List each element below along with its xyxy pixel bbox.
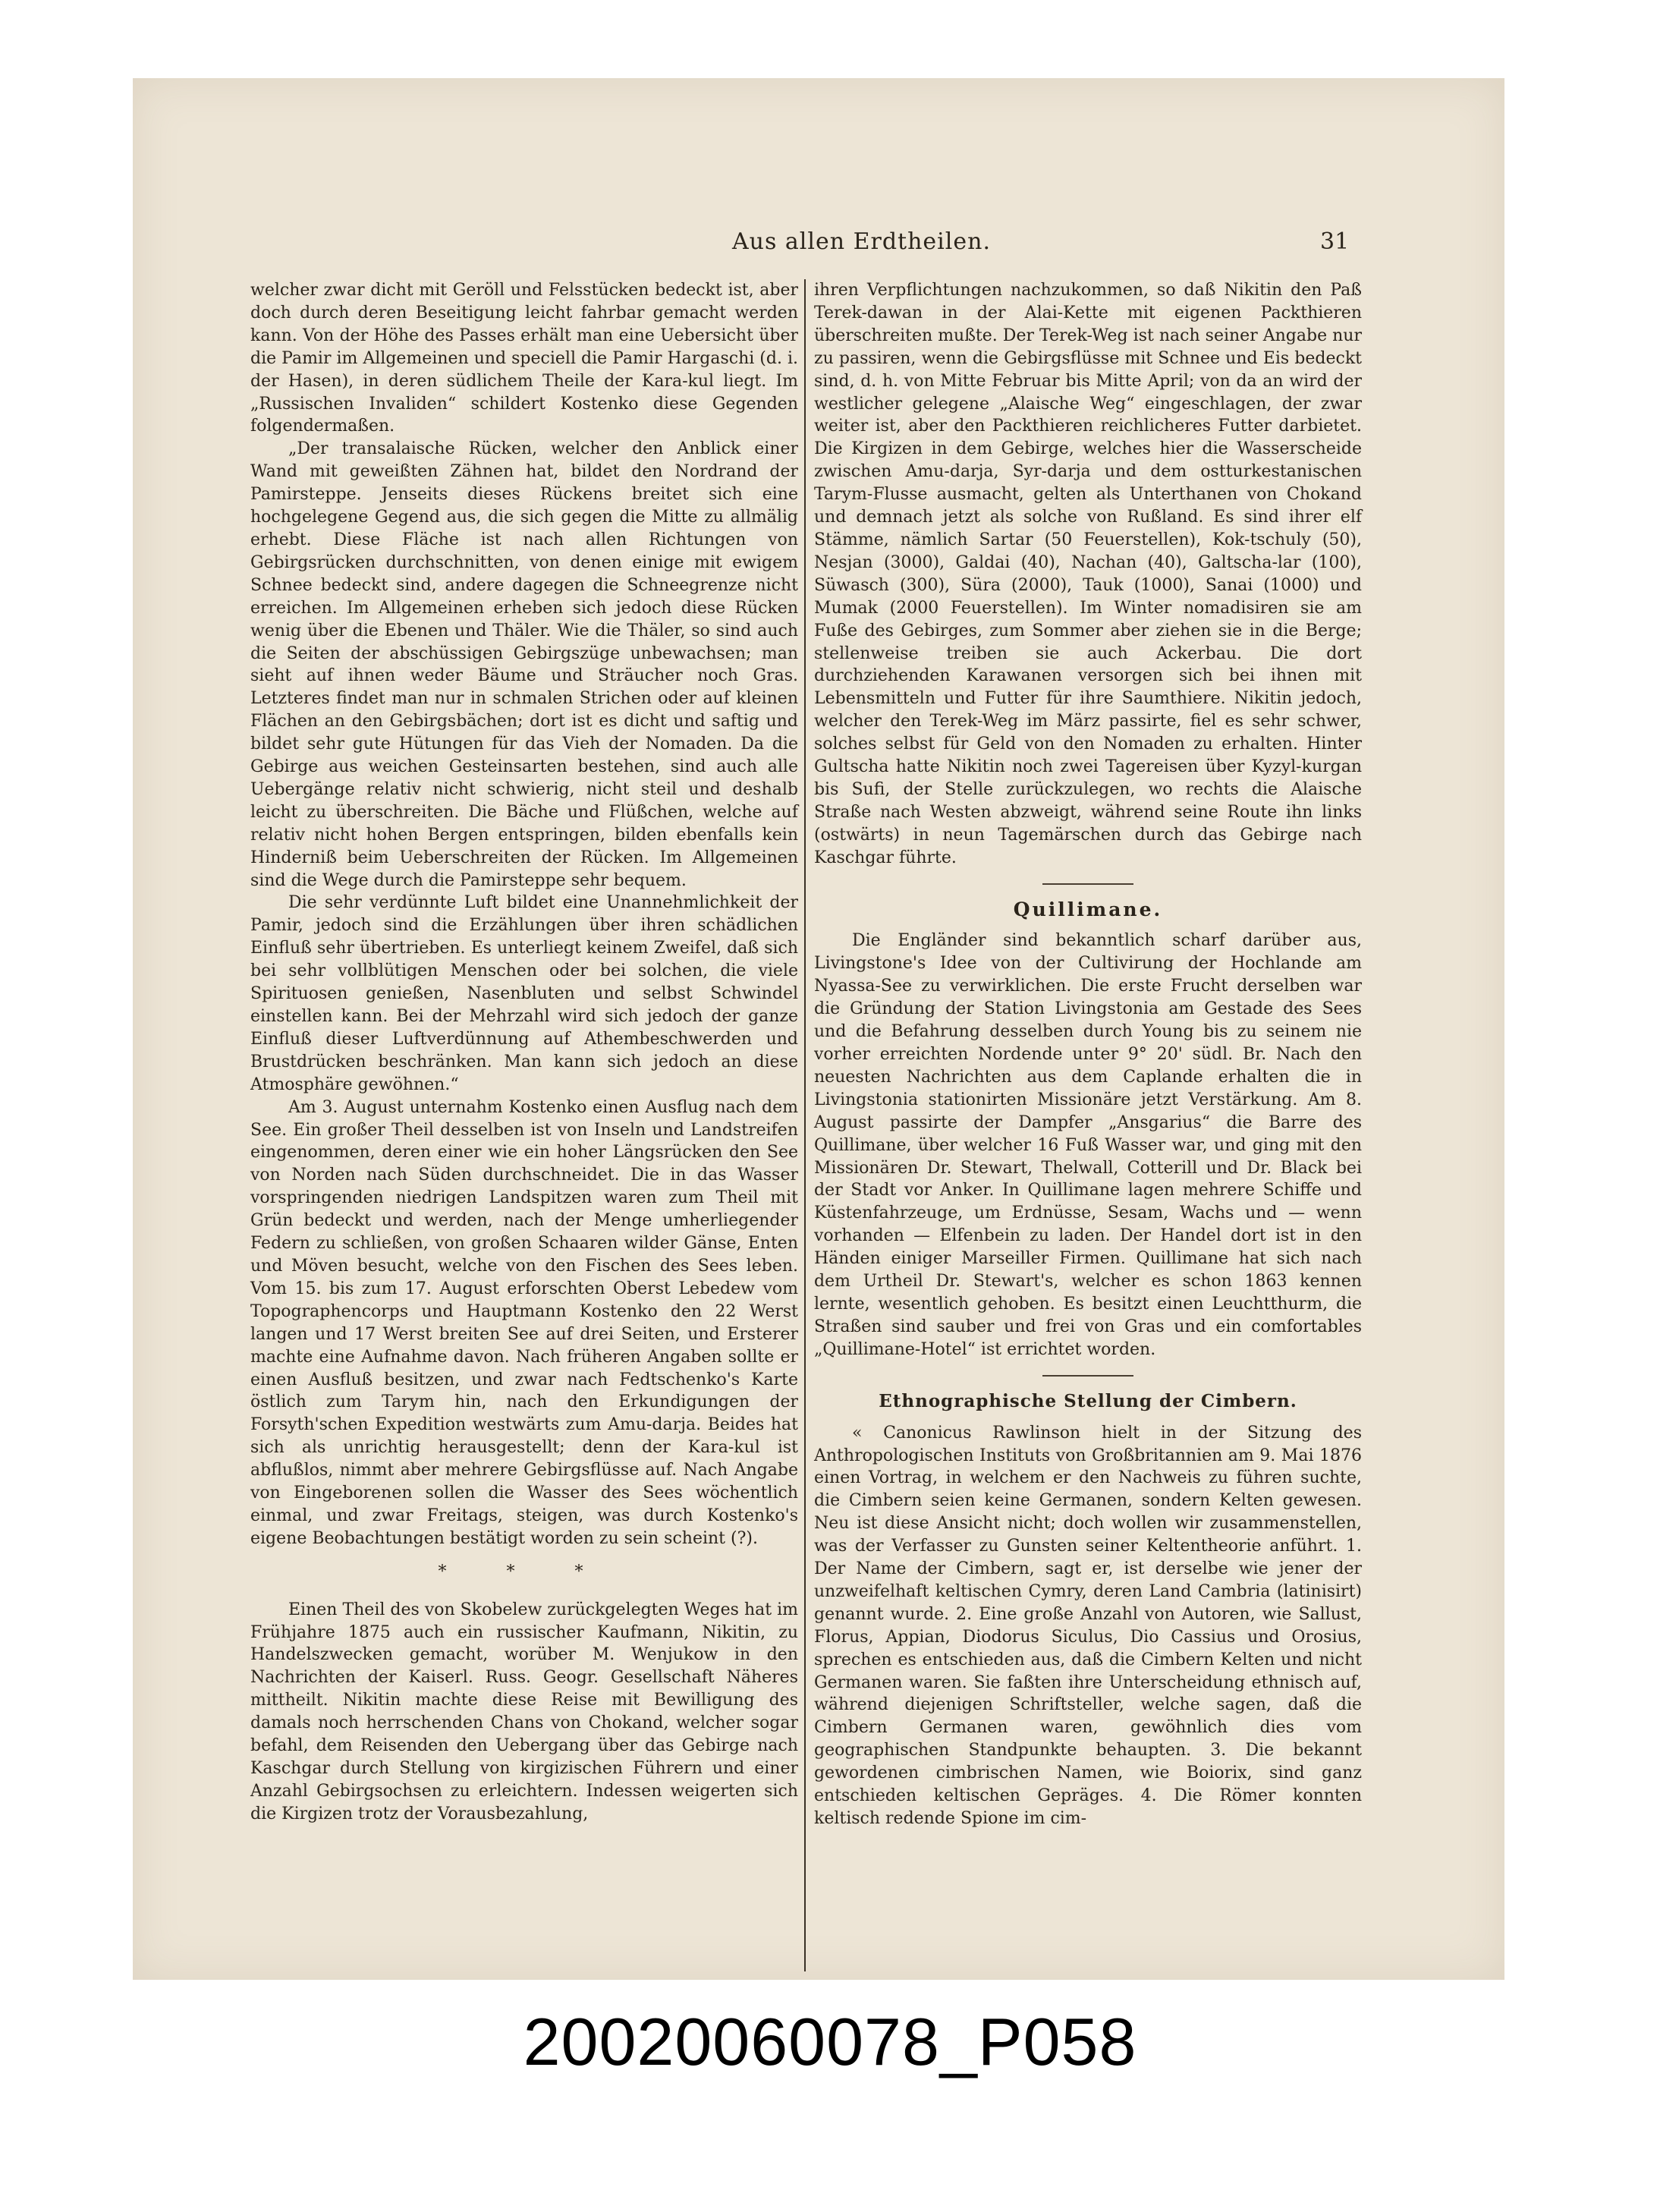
section-stars: * * *	[438, 1562, 611, 1581]
section-rule	[1042, 1375, 1133, 1377]
scanned-page	[133, 78, 1504, 1980]
right-paragraph-2: Die Engländer sind bekanntlich scharf darüber aus, Livingstone's Idee von der Cultivirung der Hochlande am Nyassa-See zu verwirklichen. Die erste Frucht derselben war die Gründung der Station Livingstonia am Gestade des Sees und die Befahrung desselben durch Young bis zu seinem nie vorher erreichten Nordende unter 9° 20' südl. Br. Nach den neuesten Nachrichten aus dem Caplande erhalten die in Livingstonia stationirten Missionäre jetzt Verstärkung. Am 8. August passirte der Dampfer „Ansgarius“ die Barre des Quillimane, über welcher 16 Fuß Wasser war, und ging mit den Missionären Dr. Stewart, Thelwall, Cotterill und Dr. Black bei der Stadt vor Anker. In Quillimane lagen mehrere Schiffe und Küstenfahrzeuge, um Erdnüsse, Sesam, Wachs und — wenn vorhanden — Elfenbein zu laden. Der Handel dort ist in den Händen einiger Marseiller Firmen. Quillimane hat sich nach dem Urtheil Dr. Stewart's, welcher es schon 1863 kennen lernte, wesentlich gehoben. Es besitzt einen Leuchtthurm, die Straßen sind sauber und frei von Gras und ein comfortables „Quillimane-Hotel“ ist errichtet worden.	[814, 931, 1362, 1359]
catalog-number: 20020060078_P058	[523, 2004, 1137, 2079]
left-paragraph-4: Am 3. August unternahm Kostenko einen Ausflug nach dem See. Ein großer Theil desselben ist von Inseln und Landstreifen eingenommen, deren einer wie ein hoher Längsrücken den See von Norden nach Süden durchschneidet. Die in das Wasser vorspringenden niedrigen Landspitzen waren zum Theil mit Grün bedeckt und werden, nach der Menge umherliegender Federn zu schließen, von großen Schaaren wilder Gänse, Enten und Möven besucht, welche von den Fischen des Sees leben. Vom 15. bis zum 17. August erforschten Oberst Lebedew vom Topographencorps und Hauptmann Kostenko den 22 Werst langen und 17 Werst breiten See auf drei Seiten, und Ersterer machte eine Aufnahme davon. Nach früheren Angaben sollte er einen Ausfluß besitzen, und zwar nach Fedtschenko's Karte östlich zum Tarym hin, nach den Erkundigungen der Forsyth'schen Expedition westwärts zum Amu-darja. Beides hat sich als unrichtig herausgestellt; denn der Kara-kul ist abflußlos, nimmt aber mehrere Gebirgsflüsse auf. Nach Angabe von Eingeborenen sollen die Wasser des Sees wöchentlich einmal, und zwar Freitags, steigen, was durch Kostenko's eigene Beobachtungen bestätigt worden zu sein scheint (?).	[250, 1097, 798, 1548]
left-column	[250, 279, 798, 1826]
right-paragraph-1: ihren Verpflichtungen nachzukommen, so daß Nikitin den Paß Terek-dawan in der Alai-Kette mit eigenen Packthieren überschreiten mußte. Der Terek-Weg ist nach seiner Angabe nur zu passiren, wenn die Gebirgsflüsse mit Schnee und Eis bedeckt sind, d. h. von Mitte Februar bis Mitte April; von da an wird der westlicher gelegene „Alaische Weg“ eingeschlagen, der zwar weiter ist, aber den Packthieren reichlicheres Futter darbietet. Die Kirgizen in dem Gebirge, welches hier die Wasserscheide zwischen Amu-darja, Syr-darja und dem ostturkestanischen Tarym-Flusse ausmacht, gelten als Unterthanen von Chokand und demnach jetzt als solche von Rußland. Es sind ihrer elf Stämme, nämlich Sartar (50 Feuerstellen), Kok-tschuly (50), Nesjan (3000), Galdai (40), Nachan (40), Galtscha-lar (100), Süwasch (300), Süra (2000), Tauk (1000), Sanai (1000) und Mumak (2000 Feuerstellen). Im Winter nomadisiren sie am Fuße des Gebirges, zum Sommer aber ziehen sie in die Berge; stellenweise treiben sie auch Ackerbau. Die dort durchziehenden Karawanen versorgen sich bei ihnen mit Lebensmitteln und Futter für ihre Saumthiere. Nikitin jedoch, welcher den Terek-Weg im März passirte, fiel es sehr schwer, solches selbst für Geld von den Nomaden zu erhalten. Hinter Gultscha hatte Nikitin noch zwei Tagereisen über Kyzyl-kurgan bis Sufi, der Stelle zurückzulegen, wo rechts die Alaische Straße nach Westen abzweigt, während seine Route ihn links (ostwärts) in neun Tagemärschen durch das Gebirge nach Kaschgar führte.	[814, 281, 1362, 867]
left-paragraph-3: Die sehr verdünnte Luft bildet eine Unannehmlichkeit der Pamir, jedoch sind die Erzählungen über ihren schädlichen Einfluß sehr übertrieben. Es unterliegt keinem Zweifel, daß sich bei sehr vollblütigen Menschen oder bei solchen, die viele Spirituosen genießen, Nasenbluten und selbst Schwindel einstellen kann. Bei der Mehrzahl wird sich jedoch der ganze Einfluß dieser Luftverdünnung auf Athembeschwerden und Brustdrücken beschränken. Man kann sich jedoch an diese Atmosphäre gewöhnen.“	[250, 893, 798, 1094]
column-divider	[804, 279, 806, 1971]
left-paragraph-1: welcher zwar dicht mit Geröll und Felsstücken bedeckt ist, aber doch durch deren Beseitigung leicht fahrbar gemacht werden kann. Von der Höhe des Passes erhält man eine Uebersicht über die Pamir im Allgemeinen und speciell die Pamir Hargaschi (d. i. der Hasen), in deren südlichem Theile der Kara-kul liegt. Im „Russischen Invaliden“ schildert Kostenko diese Gegenden folgendermaßen.	[250, 281, 798, 436]
section-rule	[1042, 883, 1133, 885]
left-paragraph-5: Einen Theil des von Skobelew zurückgelegten Weges hat im Frühjahre 1875 auch ein russischer Kaufmann, Nikitin, zu Handelszwecken gemacht, worüber M. Wenjukow in den Nachrichten der Kaiserl. Russ. Geogr. Gesellschaft Näheres mittheilt. Nikitin machte diese Reise mit Bewilligung des damals noch herrschenden Chans von Chokand, welcher sogar befahl, dem Reisenden den Uebergang über das Gebirge nach Kaschgar durch Stellung von kirgizischen Führern und einer Anzahl Gebirgsochsen zu erleichtern. Indessen weigerten sich die Kirgizen trotz der Vorausbezahlung,	[250, 1600, 798, 1823]
heading-quillimane: Quillimane.	[1013, 898, 1163, 920]
page-header	[133, 228, 1504, 266]
running-title: Aus allen Erdtheilen.	[732, 228, 991, 255]
left-paragraph-2: „Der transalaische Rücken, welcher den Anblick einer Wand mit geweißten Zähnen hat, bildet den Nordrand der Pamirsteppe. Jenseits dieses Rückens breitet sich eine hochgelegene Gegend aus, die sich gegen die Mitte zu allmälig erhebt. Diese Fläche ist nach allen Richtungen von Gebirgsrücken durchschnitten, von denen einige mit ewigem Schnee bedeckt sind, andere dagegen die Schneegrenze nicht erreichen. Im Allgemeinen erheben sich jedoch diese Rücken wenig über die Ebenen und Thäler. Wie die Thäler, so sind auch die Seiten der abschüssigen Gebirgszüge unbewachsen; man sieht auf ihnen weder Bäume und Sträucher noch Gras. Letzteres findet man nur in schmalen Strichen oder auf kleinen Flächen an den Gebirgsbächen; dort ist es dicht und saftig und bildet sehr gute Hütungen für das Vieh der Nomaden. Da die Gebirge aus weichen Gesteinsarten bestehen, sind auch alle Uebergänge relativ nicht schwierig, nicht steil und deshalb leicht zu überschreiten. Die Bäche und Flüßchen, welche auf relativ nicht hohen Bergen entspringen, bilden ebenfalls kein Hinderniß beim Ueberschreiten der Rücken. Im Allgemeinen sind die Wege durch die Pamirsteppe sehr bequem.	[250, 439, 798, 890]
right-paragraph-3: « Canonicus Rawlinson hielt in der Sitzung des Anthropologischen Instituts von Großbritannien am 9. Mai 1876 einen Vortrag, in welchem er den Nachweis zu führen suchte, die Cimbern seien keine Germanen, sondern Kelten gewesen. Neu ist diese Ansicht nicht; doch wollen wir zusammenstellen, was der Verfasser zu Gunsten seiner Keltentheorie anführt. 1. Der Name der Cimbern, sagt er, ist derselbe wie jener der unzweifelhaft keltischen Cymry, deren Land Cambria (latinisirt) genannt wurde. 2. Eine große Anzahl von Autoren, wie Sallust, Florus, Appian, Diodorus Siculus, Dio Cassius und Orosius, sprechen es entschieden aus, daß die Cimbern Kelten und nicht Germanen waren. Sie faßten ihre Unterscheidung ethnisch auf, während diejenigen Schriftsteller, welche sagen, daß die Cimbern Germanen waren, gewöhnlich dies vom geographischen Standpunkte behaupten. 3. Die bekannt gewordenen cimbrischen Namen, wie Boiorix, sind ganz entschieden keltischen Gepräges. 4. Die Römer konnten keltisch redende Spione im cim-	[814, 1423, 1362, 1828]
right-column	[814, 279, 1362, 1830]
page-number: 31	[1320, 228, 1350, 255]
heading-cimbern: Ethnographische Stellung der Cimbern.	[879, 1390, 1297, 1411]
